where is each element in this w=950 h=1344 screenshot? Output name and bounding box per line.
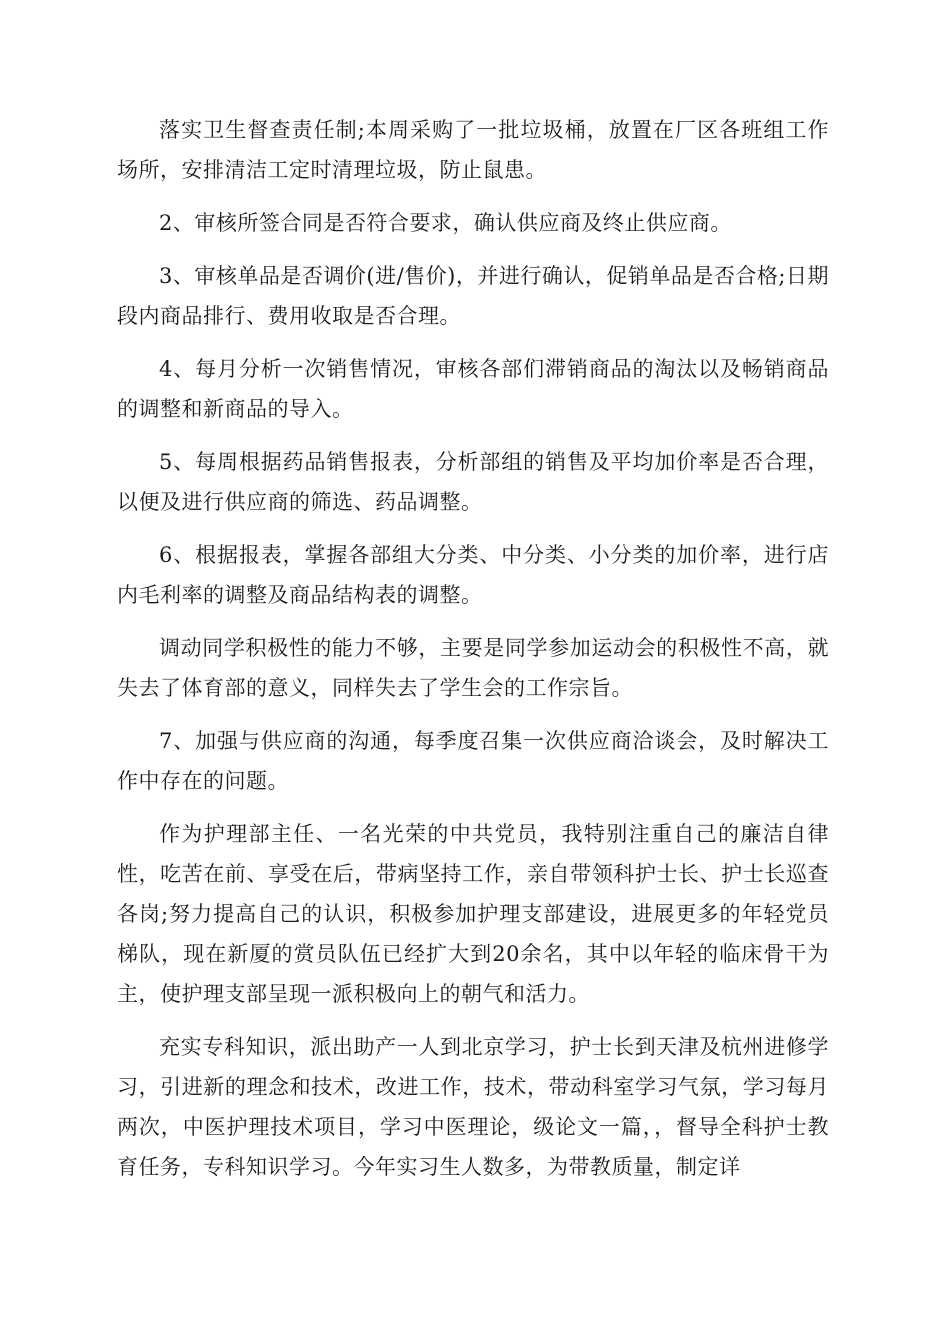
- document-body: [117, 110, 829, 1200]
- paragraph: 4、每月分析一次销售情况，审核各部们滞销商品的淘汰以及畅销商品的调整和新商品的导入。: [117, 357, 829, 421]
- paragraph: 落实卫生督查责任制;本周采购了一批垃圾桶，放置在厂区各班组工作场所，安排清洁工定时清理垃圾，防止鼠患。: [117, 118, 829, 182]
- paragraph: 调动同学积极性的能力不够，主要是同学参加运动会的积极性不高，就失去了体育部的意义，同样失去了学生会的工作宗旨。: [117, 636, 829, 700]
- paragraph: 充实专科知识，派出助产一人到北京学习，护士长到天津及杭州进修学习，引进新的理念和技术，改进工作，技术，带动科室学习气氛，学习每月两次，中医护理技术项目，学习中医理论，级论文一篇，，督导全科护士教育任务，专科知识学习。今年实习生人数多，为带教质量，制定详: [117, 1035, 829, 1179]
- paragraph: 2、审核所签合同是否符合要求，确认供应商及终止供应商。: [159, 211, 732, 235]
- paragraph: 6、根据报表，掌握各部组大分类、中分类、小分类的加价率，进行店内毛利率的调整及商品结构表的调整。: [117, 543, 829, 607]
- paragraph: 3、审核单品是否调价(进/售价)，并进行确认，促销单品是否合格;日期段内商品排行、费用收取是否合理。: [117, 264, 829, 328]
- paragraph: 作为护理部主任、一名光荣的中共党员，我特别注重自己的廉洁自律性，吃苦在前、享受在后，带病坚持工作，亲自带领科护士长、护士长巡查各岗;努力提高自己的认识，积极参加护理支部建设，进展更多的年轻党员梯队，现在新厦的赏员队伍已经扩大到20余名，其中以年轻的临床骨干为主，使护理支部呈现一派积极向上的朝气和活力。: [117, 822, 829, 1006]
- paragraph: 7、加强与供应商的沟通，每季度召集一次供应商洽谈会，及时解决工作中存在的问题。: [117, 729, 829, 793]
- paragraph: 5、每周根据药品销售报表，分析部组的销售及平均加价率是否合理，以便及进行供应商的筛选、药品调整。: [117, 450, 829, 514]
